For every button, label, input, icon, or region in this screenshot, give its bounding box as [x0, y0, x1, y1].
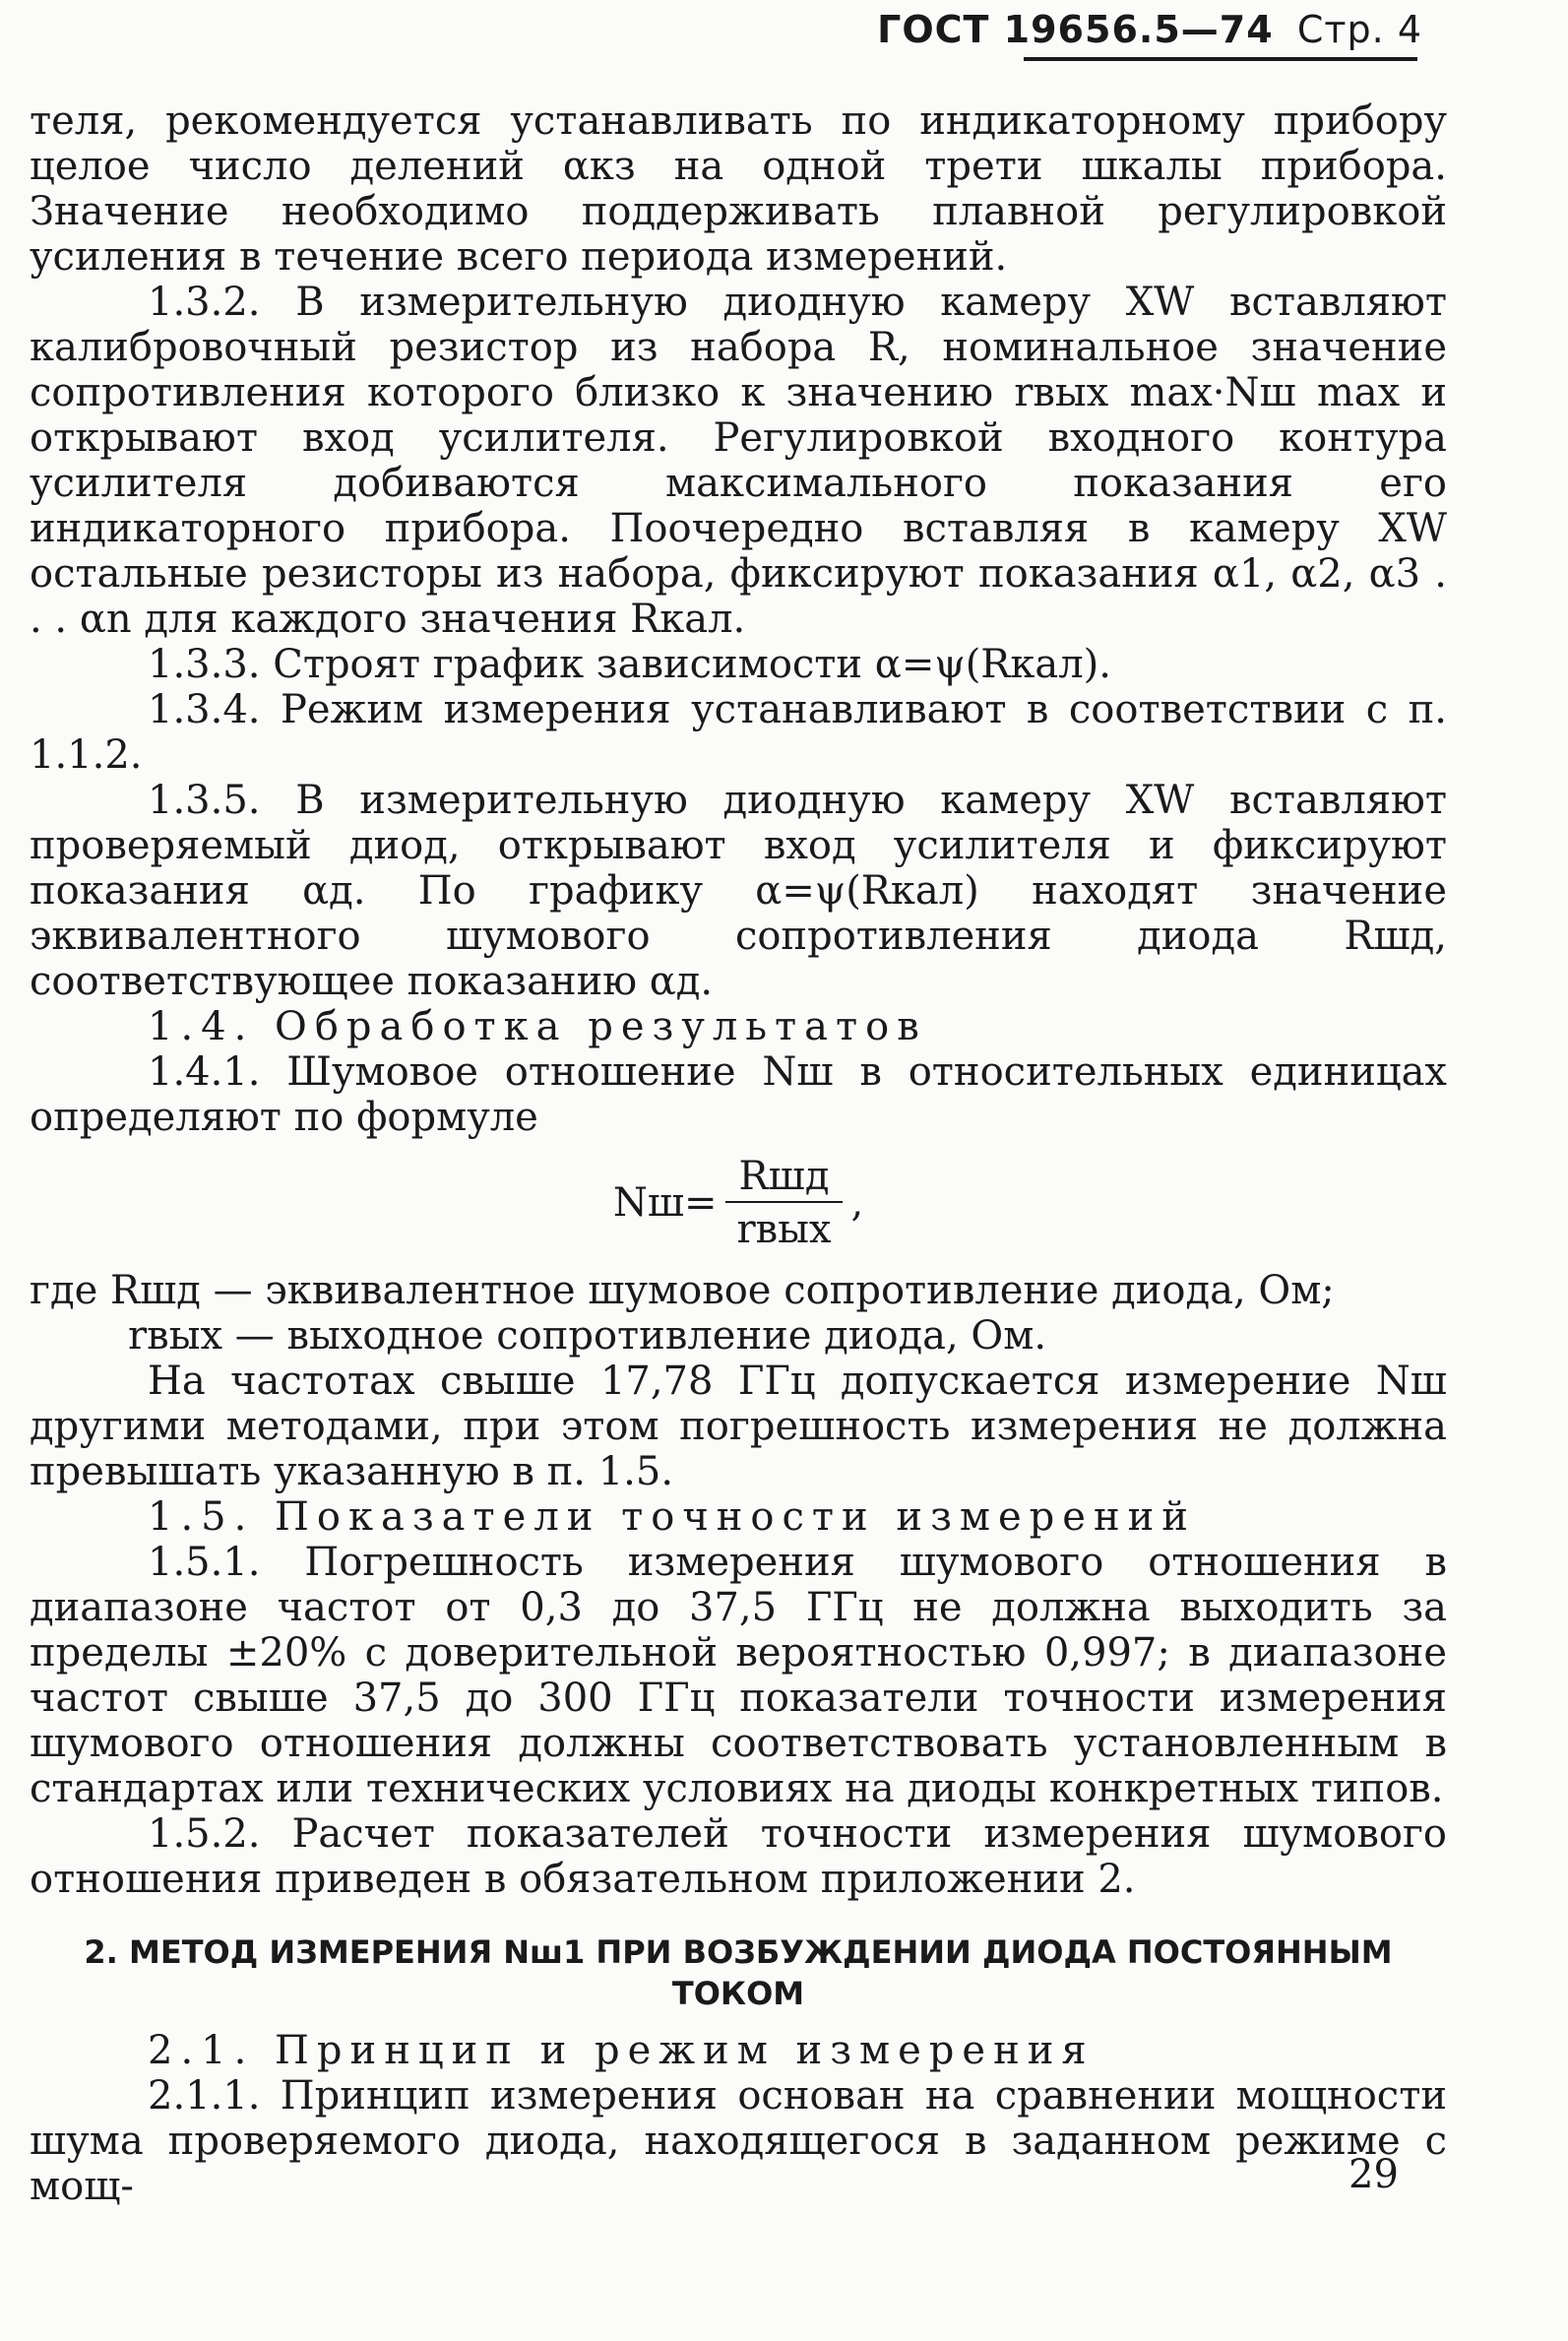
page-number: 29 [1348, 2152, 1399, 2197]
formula-comma: , [850, 1180, 864, 1226]
paragraph-2-1-1: 2.1.1. Принцип измерения основан на сравнении мощности шума проверяемого диода, находящегося в заданном режиме с мощ- [30, 2073, 1447, 2209]
formula-numerator: Rшд [725, 1154, 844, 1203]
document-body [30, 98, 1447, 2209]
noise-ratio-formula [30, 1144, 1447, 1262]
paragraph-1-4-1: 1.4.1. Шумовое отношение Nш в относительных единицах определяют по формуле [30, 1049, 1447, 1140]
paragraph-1-5-1: 1.5.1. Погрешность измерения шумового отношения в диапазоне частот от 0,3 до 37,5 ГГц не должна выходить за пределы ±20% с доверительной вероятностью 0,997; в диапазоне частот свыше 37,5 до 300 ГГц показатели точности измерения шумового отношения должны соответствовать установленным в стандартах или технических условиях на диоды конкретных типов. [30, 1540, 1447, 1811]
paragraph-frequencies: На частотах свыше 17,78 ГГц допускается измерение Nш другими методами, при этом погрешность измерения не должна превышать указанную в п. 1.5. [30, 1359, 1447, 1494]
paragraph-1-3-5: 1.3.5. В измерительную диодную камеру XW вставляют проверяемый диод, открывают вход усилителя и фиксируют показания αд. По графику α=ψ(Rкал) находят значение эквивалентного шумового сопротивления диода Rшд, соответствующее показанию αд. [30, 778, 1447, 1004]
section-2-title [30, 1931, 1447, 2014]
subsection-heading-2-1: 2.1. Принцип и режим измерения [148, 2028, 1095, 2073]
paragraph-1-3-3: 1.3.3. Строят график зависимости α=ψ(Rкал). [148, 642, 1112, 687]
section-2-title-line1: 2. МЕТОД ИЗМЕРЕНИЯ Nш1 ПРИ ВОЗБУЖДЕНИИ ДИОДА ПОСТОЯННЫМ [84, 1933, 1393, 1971]
paragraph-continuation: теля, рекомендуется устанавливать по индикаторному прибору целое число делений αкз на одной трети шкалы прибора. Значение необходимо поддерживать плавной регулировкой усиления в течение всего периода измерений. [30, 98, 1447, 280]
paragraph-1-3-2: 1.3.2. В измерительную диодную камеру XW вставляют калибровочный резистор из набора R, номинальное значение сопротивления которого близко к значению rвых max·Nш max и открывают вход усилителя. Регулировкой входного контура усилителя добиваются максимального показания его индикаторного прибора. Поочередно вставляя в камеру XW остальные резисторы из набора, фиксируют показания α1, α2, α3 . . . αn для каждого значения Rкал. [30, 280, 1447, 642]
page-label: Стр. 4 [1296, 8, 1422, 51]
formula-lhs: Nш= [612, 1180, 718, 1226]
paragraph-1-5-2: 1.5.2. Расчет показателей точности измерения шумового отношения приведен в обязательном приложении 2. [30, 1811, 1447, 1902]
subsection-heading-1-4: 1.4. Обработка результатов [148, 1004, 927, 1049]
paragraph-1-3-4: 1.3.4. Режим измерения устанавливают в соответствии с п. 1.1.2. [30, 687, 1447, 778]
definition-rvyh: rвых — выходное сопротивление диода, Ом. [128, 1313, 1047, 1359]
formula-fraction [725, 1154, 844, 1252]
subsection-heading-1-5: 1.5. Показатели точности измерений [148, 1494, 1196, 1540]
standard-number: ГОСТ 19656.5—74 [877, 8, 1274, 51]
running-header [877, 8, 1422, 51]
definition-rshd: где Rшд — эквивалентное шумовое сопротивление диода, Ом; [30, 1268, 1335, 1313]
header-rule [1024, 57, 1417, 61]
formula-definitions [30, 1268, 1447, 1359]
formula-denominator: rвых [736, 1207, 832, 1252]
section-2-title-line2: ТОКОМ [671, 1975, 805, 2012]
